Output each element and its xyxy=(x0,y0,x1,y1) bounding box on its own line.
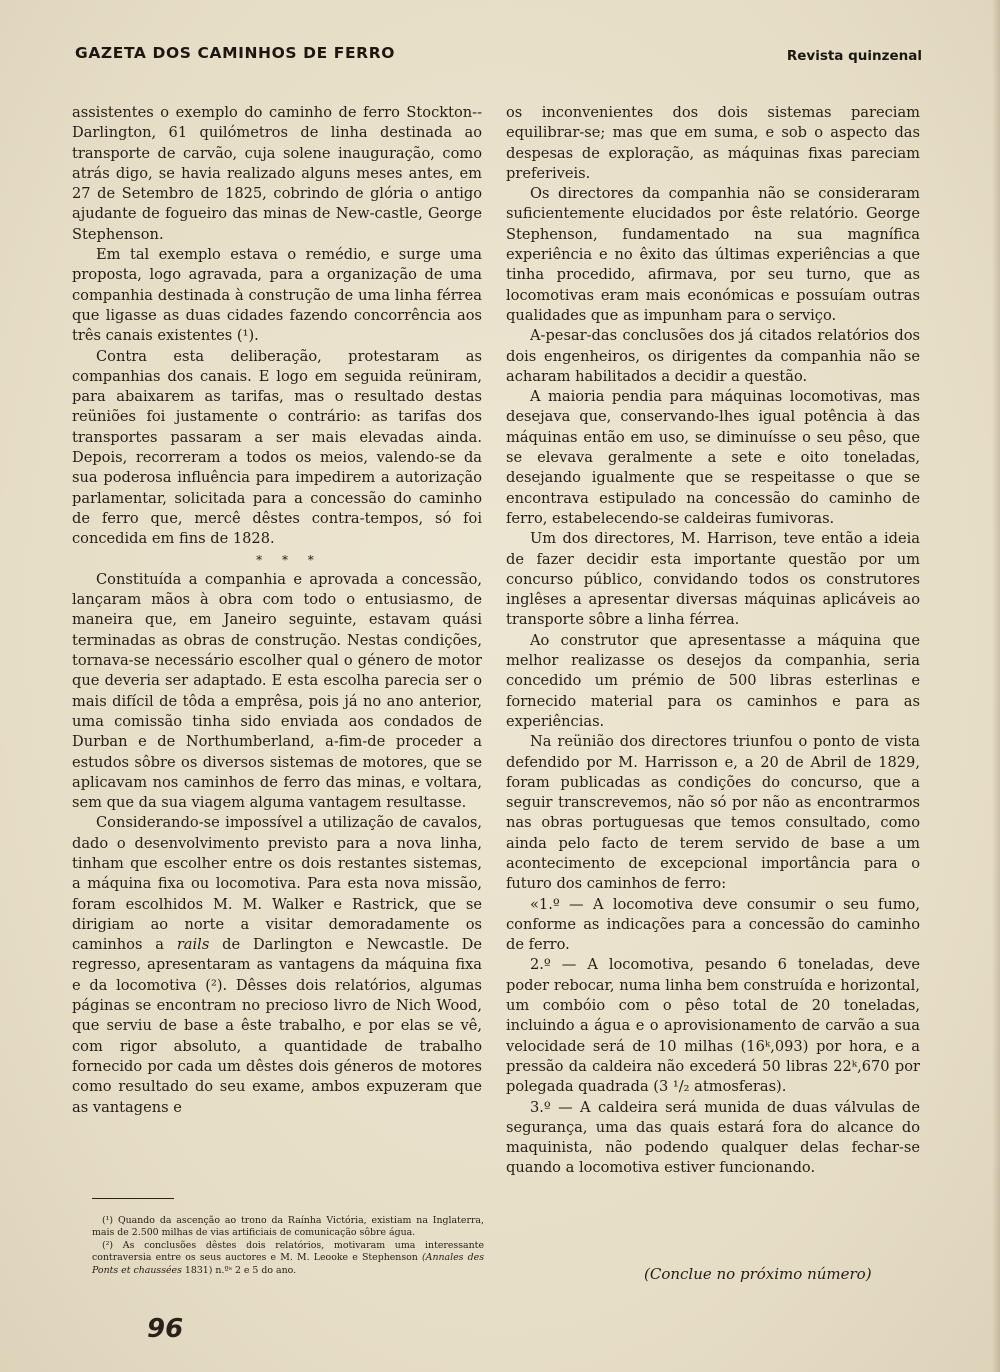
paragraph: A-pesar-das conclusões dos já citados relatórios dos dois engenheiros, os dirigentes da companhia não se acharam habilitados a decidir a questão. xyxy=(506,327,920,385)
paragraph: Ao construtor que apresentasse a máquina que melhor realizasse os desejos da companhia, seria concedido um prémio de 500 libras esterlinas e fornecido material para os caminhos e para as experiências. xyxy=(506,631,920,730)
paragraph: Na reünião dos directores triunfou o ponto de vista defendido por M. Harrisson e, a 20 de Abril de 1829, foram publicadas as condições do concurso, que a seguir transcrevemos, não só por não as encontrarmos nas obras portuguesas que temos consultado, como ainda pelo facto de terem servido de base a um acontecimento de excepcional importância para o futuro dos caminhos de ferro: xyxy=(506,733,920,893)
right-column xyxy=(506,103,920,1179)
paragraph: «1.º — A locomotiva deve consumir o seu fumo, conforme as indicações para a concessão do caminho de ferro. xyxy=(506,895,920,954)
paragraph-text: Considerando-se impossível a utilização de cavalos, dado o desenvolvimento previsto para a nova linha, tinham que escolher entre os dois restantes sistemas, a máquina fixa ou locomotiva. Para esta nova missão, foram escolhidos M. M. Walker e Rastrick, que se dirigiam ao norte a visitar demoradamente os caminhos a xyxy=(72,814,482,954)
left-column xyxy=(72,103,482,1118)
section-separator: * * * xyxy=(256,552,322,567)
page-number: 96 xyxy=(147,1314,184,1344)
paragraph: Os directores da companhia não se consideraram suficientemente elucidados por êste relatório. George Stephenson, fundamentado na sua magnífica experiência e no êxito das últimas experiências a que tinha procedido, afirmava, por seu turno, que as locomotivas eram mais económicas e possuíam outras qualidades que as impunham para o serviço. xyxy=(506,185,920,324)
paragraph: Um dos directores, M. Harrison, teve então a ideia de fazer decidir esta importante questão por um concurso público, convidando todos os construtores inglêses a apresentar diversas máquinas aplicáveis ao transporte sôbre a linha férrea. xyxy=(506,530,920,629)
continuation-note: (Conclue no próximo número) xyxy=(644,1265,872,1283)
paragraph: os inconvenientes dos dois sistemas pareciam equilibrar-se; mas que em suma, e sob o aspecto das despesas de exploração, as máquinas fixas pareciam preferiveis. xyxy=(506,104,920,182)
italic-word: rails xyxy=(176,936,210,954)
footnote-text: 1831) n.ºˢ 2 e 5 do ano. xyxy=(181,1264,297,1276)
footnote-text: (²) As conclusões dêstes dois relatórios, motivaram uma interessante contraversia entre os seus auctores e M. M. Leooke e Stephenson xyxy=(92,1239,484,1264)
footnotes xyxy=(92,1215,484,1277)
paragraph xyxy=(72,813,482,1117)
paragraph: 3.º — A caldeira será munida de duas válvulas de segurança, uma das quais estará fora do alcance do maquinista, não podendo qualquer delas fechar-se quando a locomotiva estiver funcionando. xyxy=(506,1098,920,1177)
paragraph: assistentes o exemplo do caminho de ferro Stockton--Darlington, 61 quilómetros de linha destinada ao transporte de carvão, cuja solene inauguração, como atrás digo, se havia realizado alguns meses antes, em 27 de Setembro de 1825, cobrindo de glória o antigo ajudante de fogueiro das minas de New-castle, George Stephenson. xyxy=(72,104,482,243)
journal-title: GAZETA DOS CAMINHOS DE FERRO xyxy=(75,44,396,62)
journal-subtitle: Revista quinzenal xyxy=(786,48,922,64)
paragraph: Em tal exemplo estava o remédio, e surge uma proposta, logo agravada, para a organização de uma companhia destinada à construção de uma linha férrea que ligasse as duas cidades fazendo concorrência aos três canais existentes (¹). xyxy=(72,246,482,345)
footnote xyxy=(92,1240,484,1277)
paragraph: 2.º — A locomotiva, pesando 6 toneladas, deve poder rebocar, numa linha bem construída e horizontal, um combóio com o pêso total de 20 toneladas, incluindo a água e o aprovisionamento de carvão a sua velocidade será de 10 milhas (16ᵏ,093) por hora, e a pressão da caldeira não excederá 50 libras 22ᵏ,670 por polegada quadrada (3 ¹/₂ atmosferas). xyxy=(506,956,920,1096)
footnote-italic: (Annales des Ponts et chaussées xyxy=(92,1252,485,1276)
page-edge-shadow xyxy=(992,0,1000,1372)
footnote: (¹) Quando da ascenção ao trono da Raínha Victória, existiam na Inglaterra, mais de 2.500 milhas de vias artificiais de comunicação sôbre água. xyxy=(92,1215,484,1239)
paragraph: Contra esta deliberação, protestaram as companhias dos canais. E logo em seguida reüniram, para abaixarem as tarifas, mas o resultado destas reüniões foi justamente o contrário: as tarifas dos transportes passaram a ser mais elevadas ainda. Depois, recorreram a todos os meios, valendo-se da sua poderosa influência para impedirem a autorização parlamentar, solicitada para a concessão do caminho de ferro que, mercê dêstes contra-tempos, só foi concedida em fins de 1828. xyxy=(72,347,482,548)
paragraph: Constituída a companhia e aprovada a concessão, lançaram mãos à obra com todo o entusiasmo, de maneira que, em Janeiro seguinte, estavam quási terminadas as obras de construção. Nestas condições, tornava-se necessário escolher qual o género de motor que deveria ser adaptado. E esta escolha parecia ser o mais difícil de tôda a emprêsa, pois já no ano anterior, uma comissão tinha sido enviada aos condados de Durban e de Northumberland, a-fim-de proceder a estudos sôbre os diversos sistemas de motores, que se aplicavam nos caminhos de ferro das minas, e voltara, sem que da sua viagem alguma vantagem resultasse. xyxy=(72,570,482,812)
paragraph-text: de Darlington e Newcastle. De regresso, apresentaram as vantagens da máquina fixa e da locomotiva (²). Dêsses dois relatórios, algumas páginas se encontram no precioso livro de Nich Wood, que serviu de base a êste trabalho, e por elas se vê, com rigor absoluto, a quantidade de trabalho fornecido por cada um dêstes dois géneros de motores como resultado do seu exame, ambos expuzeram que as vantagens e xyxy=(72,936,482,1116)
paragraph: A maioria pendia para máquinas locomotivas, mas desejava que, conservando-lhes igual potência à das máquinas então em uso, se diminuísse o seu pêso, que se elevava geralmente a sete e oito toneladas, desejando igualmente que se respeitasse o que se encontrava estipulado na concessão do caminho de ferro, estabelecendo-se caldeiras fumivoras. xyxy=(506,388,920,527)
footnote-rule xyxy=(92,1198,174,1199)
